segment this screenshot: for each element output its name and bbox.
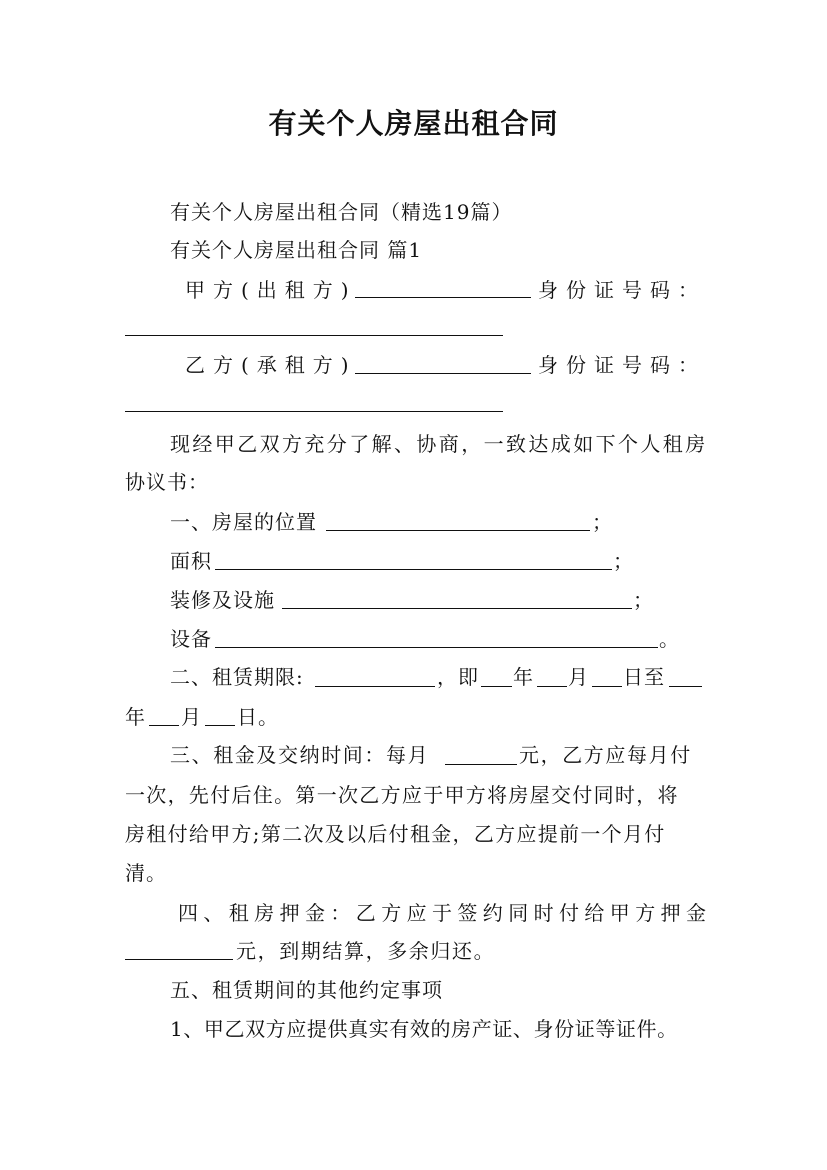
item2-rizhi: 日至 bbox=[623, 665, 665, 689]
party-b-row bbox=[185, 350, 357, 380]
item1-equipment-label: 设备 bbox=[170, 627, 212, 651]
item2-line2-yue: 月 bbox=[181, 705, 202, 729]
item2-ji: ，即 bbox=[437, 665, 479, 689]
item5-title: 五、租赁期间的其他约定事项 bbox=[170, 978, 443, 1002]
item1-area-label: 面积 bbox=[170, 549, 212, 573]
item1-location-end: ； bbox=[592, 510, 613, 534]
item3-rent-blank[interactable] bbox=[445, 764, 517, 765]
party-b-id-blank[interactable] bbox=[125, 411, 503, 412]
chapter-heading: 有关个人房屋出租合同 篇1 bbox=[170, 238, 423, 262]
party-a-row bbox=[185, 275, 357, 305]
item2-end-month-blank[interactable] bbox=[149, 725, 179, 726]
item1-equipment-end: 。 bbox=[659, 627, 680, 651]
item4-line-1: 四、租房押金：乙方应于签约同时付给甲方押金 bbox=[178, 901, 712, 925]
item2-line2-ri: 日。 bbox=[237, 705, 279, 729]
item2-duration-blank[interactable] bbox=[315, 686, 435, 687]
item1-area-blank[interactable] bbox=[215, 569, 612, 570]
item1-area-end: ； bbox=[613, 549, 634, 573]
item2-yue: 月 bbox=[568, 665, 589, 689]
item3-line-4: 清。 bbox=[125, 861, 167, 885]
party-a-name-blank[interactable] bbox=[355, 297, 531, 298]
intro-line-2: 协议书： bbox=[125, 470, 209, 494]
item1-decoration-end: ； bbox=[633, 588, 654, 612]
item2-line2-nian: 年 bbox=[125, 705, 146, 729]
party-b-label: 乙方(承租方) bbox=[185, 353, 357, 377]
item1-location-blank[interactable] bbox=[326, 530, 590, 531]
item3-line-3: 房租付给甲方;第二次及以后付租金，乙方应提前一个月付 bbox=[125, 822, 666, 846]
item5-clause-1: 1、甲乙双方应提供真实有效的房产证、身份证等证件。 bbox=[170, 1017, 678, 1041]
item1-decoration-label: 装修及设施 bbox=[170, 588, 275, 612]
item2-start-year-blank[interactable] bbox=[481, 686, 512, 687]
document-title: 有关个人房屋出租合同 bbox=[268, 107, 559, 140]
party-a-id-blank[interactable] bbox=[125, 335, 503, 336]
party-b-name-blank[interactable] bbox=[355, 373, 531, 374]
item2-start-month-blank[interactable] bbox=[537, 686, 567, 687]
item2-end-day-blank[interactable] bbox=[205, 725, 235, 726]
item1-decoration-blank[interactable] bbox=[282, 608, 632, 609]
item1-location-label: 一、房屋的位置 bbox=[170, 510, 317, 534]
document-subtitle: 有关个人房屋出租合同（精选19篇） bbox=[170, 200, 513, 224]
item2-end-year-blank[interactable] bbox=[669, 686, 702, 687]
item2-label: 二、租赁期限: bbox=[170, 665, 304, 689]
intro-line-1: 现经甲乙双方充分了解、协商，一致达成如下个人租房 bbox=[170, 432, 708, 456]
item2-start-day-blank[interactable] bbox=[592, 686, 622, 687]
party-a-id-label: 身份证号码： bbox=[538, 278, 706, 302]
item4-line-2: 元，到期结算，多余归还。 bbox=[236, 939, 496, 963]
item3-line-1a: 三、租金及交纳时间：每月 bbox=[170, 743, 430, 767]
party-b-id-label: 身份证号码： bbox=[538, 353, 706, 377]
item3-line-1b: 元，乙方应每月付 bbox=[519, 743, 692, 767]
party-a-label: 甲方(出租方) bbox=[185, 278, 357, 302]
item1-equipment-blank[interactable] bbox=[215, 647, 658, 648]
item2-nian: 年 bbox=[513, 665, 534, 689]
item4-deposit-blank[interactable] bbox=[125, 959, 233, 960]
item3-line-2: 一次，先付后住。第一次乙方应于甲方将房屋交付同时，将 bbox=[125, 783, 679, 807]
